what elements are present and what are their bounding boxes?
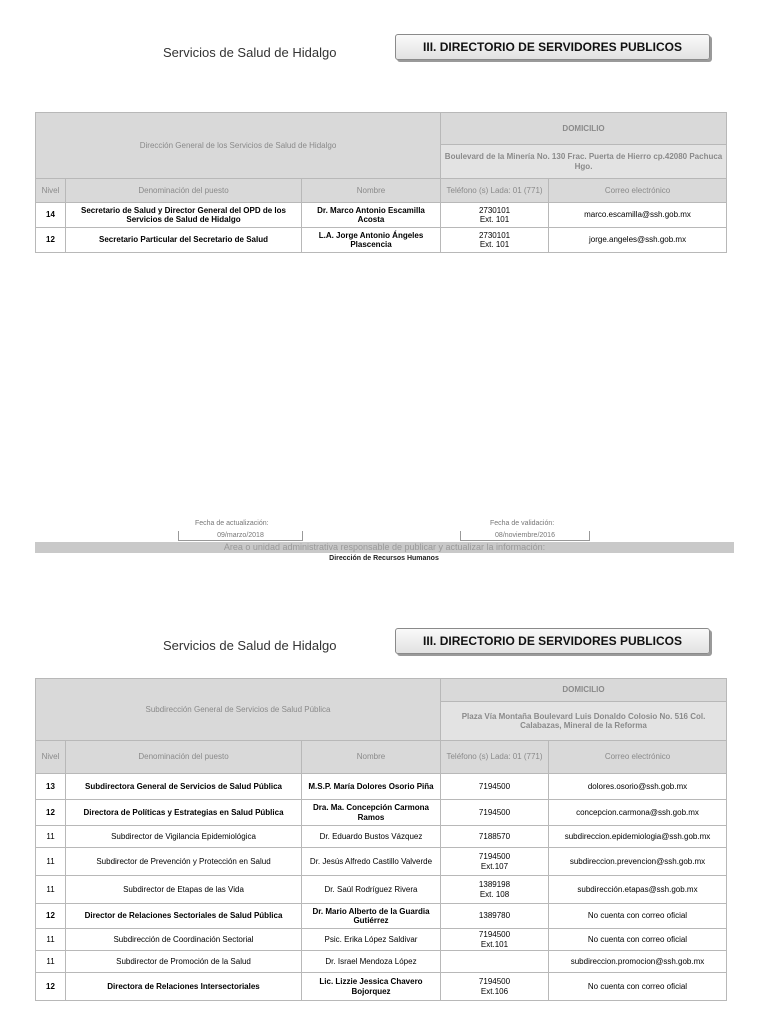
row-nombre: Dr. Saúl Rodríguez Rivera (302, 876, 441, 904)
row-puesto: Subdirector de Prevención y Protección en Salud (66, 848, 302, 876)
row-nombre: L.A. Jorge Antonio Ángeles Plascencia (302, 228, 441, 253)
address: Boulevard de la Minería No. 130 Frac. Puerta de Hierro cp.42080 Pachuca Hgo. (441, 145, 727, 179)
row-nivel: 11 (36, 848, 66, 876)
table-row (36, 203, 727, 228)
row-puesto: Subdirector de Promoción de la Salud (66, 951, 302, 973)
row-puesto: Subdirección de Coordinación Sectorial (66, 929, 302, 951)
row-nivel: 11 (36, 876, 66, 904)
row-puesto: Secretario Particular del Secretario de Salud (66, 228, 302, 253)
row-nivel: 11 (36, 826, 66, 848)
fecha-actualizacion-label: Fecha de actualización: (195, 520, 269, 527)
table-row (36, 929, 727, 951)
row-nombre: Dr. Israel Mendoza López (302, 951, 441, 973)
row-nivel: 12 (36, 973, 66, 1001)
domicilio-label: DOMICILIO (441, 679, 727, 702)
header-correo: Correo electrónico (549, 179, 727, 203)
row-telefono: 7188570 (441, 826, 549, 848)
directory-table (35, 678, 727, 1001)
table-row (36, 774, 727, 800)
row-nivel: 11 (36, 929, 66, 951)
responsable-unit: Dirección de Recursos Humanos (329, 555, 439, 562)
header-nivel: Nivel (36, 741, 66, 774)
header-correo: Correo electrónico (549, 741, 727, 774)
row-puesto: Subdirector de Vigilancia Epidemiológica (66, 826, 302, 848)
table-row (36, 848, 727, 876)
header-puesto: Denominación del puesto (66, 179, 302, 203)
org-title: Servicios de Salud de Hidalgo (163, 638, 337, 653)
directory-title-button[interactable]: III. DIRECTORIO DE SERVIDORES PUBLICOS (395, 628, 710, 654)
row-correo[interactable]: subdireccion.prevencion@ssh.gob.mx (549, 848, 727, 876)
row-correo[interactable]: subdireccion.promocion@ssh.gob.mx (549, 951, 727, 973)
table-row (36, 228, 727, 253)
row-telefono: 7194500 Ext.107 (441, 848, 549, 876)
table-row (36, 904, 727, 929)
row-nivel: 13 (36, 774, 66, 800)
row-telefono: 7194500 Ext.106 (441, 973, 549, 1001)
row-correo[interactable]: marco.escamilla@ssh.gob.mx (549, 203, 727, 228)
header-telefono: Teléfono (s) Lada: 01 (771) (441, 179, 549, 203)
row-telefono: 7194500 (441, 774, 549, 800)
row-correo[interactable]: subdireccion.epidemiologia@ssh.gob.mx (549, 826, 727, 848)
department-name: Dirección General de los Servicios de Salud de Hidalgo (36, 113, 441, 179)
row-telefono: 1389198 Ext. 108 (441, 876, 549, 904)
header-nombre: Nombre (302, 179, 441, 203)
row-nombre: Dr. Jesús Alfredo Castillo Valverde (302, 848, 441, 876)
row-correo[interactable]: jorge.angeles@ssh.gob.mx (549, 228, 727, 253)
row-puesto: Directora de Relaciones Intersectoriales (66, 973, 302, 1001)
row-nivel: 12 (36, 904, 66, 929)
row-puesto: Director de Relaciones Sectoriales de Salud Pública (66, 904, 302, 929)
row-nombre: Dr. Marco Antonio Escamilla Acosta (302, 203, 441, 228)
directory-title-button[interactable]: III. DIRECTORIO DE SERVIDORES PUBLICOS (395, 34, 710, 60)
directory-table (35, 112, 727, 253)
header-nombre: Nombre (302, 741, 441, 774)
row-nombre: Lic. Lizzie Jessica Chavero Bojorquez (302, 973, 441, 1001)
directory-page-2 (0, 590, 768, 1024)
header-puesto: Denominación del puesto (66, 741, 302, 774)
row-nivel: 11 (36, 951, 66, 973)
row-nombre: Dr. Mario Alberto de la Guardia Gutiérrez (302, 904, 441, 929)
table-row (36, 800, 727, 826)
row-correo[interactable]: dolores.osorio@ssh.gob.mx (549, 774, 727, 800)
table-row (36, 826, 727, 848)
row-correo[interactable]: concepcion.carmona@ssh.gob.mx (549, 800, 727, 826)
row-telefono: 2730101 Ext. 101 (441, 203, 549, 228)
table-row (36, 973, 727, 1001)
area-responsable-bar: Area o unidad administrativa responsable de publicar y actualizar la información: (35, 542, 734, 553)
header-nivel: Nivel (36, 179, 66, 203)
org-title: Servicios de Salud de Hidalgo (163, 45, 337, 60)
row-nivel: 12 (36, 800, 66, 826)
row-nombre: M.S.P. María Dolores Osorio Piña (302, 774, 441, 800)
department-name: Subdirección General de Servicios de Salud Pública (36, 679, 441, 741)
domicilio-label: DOMICILIO (441, 113, 727, 145)
row-nombre: Dr. Eduardo Bustos Vázquez (302, 826, 441, 848)
row-telefono: 1389780 (441, 904, 549, 929)
row-telefono (441, 951, 549, 973)
row-nivel: 12 (36, 228, 66, 253)
row-puesto: Subdirectora General de Servicios de Salud Pública (66, 774, 302, 800)
row-nombre: Psic. Erika López Saldivar (302, 929, 441, 951)
fecha-validacion-label: Fecha de validación: (490, 520, 555, 527)
row-correo[interactable]: No cuenta con correo oficial (549, 904, 727, 929)
row-puesto: Subdirector de Etapas de las Vida (66, 876, 302, 904)
row-correo[interactable]: subdirección.etapas@ssh.gob.mx (549, 876, 727, 904)
row-telefono: 2730101 Ext. 101 (441, 228, 549, 253)
header-telefono: Teléfono (s) Lada: 01 (771) (441, 741, 549, 774)
row-puesto: Secretario de Salud y Director General del OPD de los Servicios de Salud de Hidalgo (66, 203, 302, 228)
row-correo[interactable]: No cuenta con correo oficial (549, 929, 727, 951)
row-nombre: Dra. Ma. Concepción Carmona Ramos (302, 800, 441, 826)
address: Plaza Vía Montaña Boulevard Luis Donaldo Colosio No. 516 Col. Calabazas, Mineral de la Reforma (441, 702, 727, 741)
table-row (36, 951, 727, 973)
row-correo[interactable]: No cuenta con correo oficial (549, 973, 727, 1001)
row-telefono: 7194500 Ext.101 (441, 929, 549, 951)
row-nivel: 14 (36, 203, 66, 228)
table-row (36, 876, 727, 904)
row-puesto: Directora de Políticas y Estrategias en Salud Pública (66, 800, 302, 826)
row-telefono: 7194500 (441, 800, 549, 826)
fecha-actualizacion-value: 09/marzo/2018 (178, 531, 303, 541)
fecha-validacion-value: 08/noviembre/2016 (460, 531, 590, 541)
